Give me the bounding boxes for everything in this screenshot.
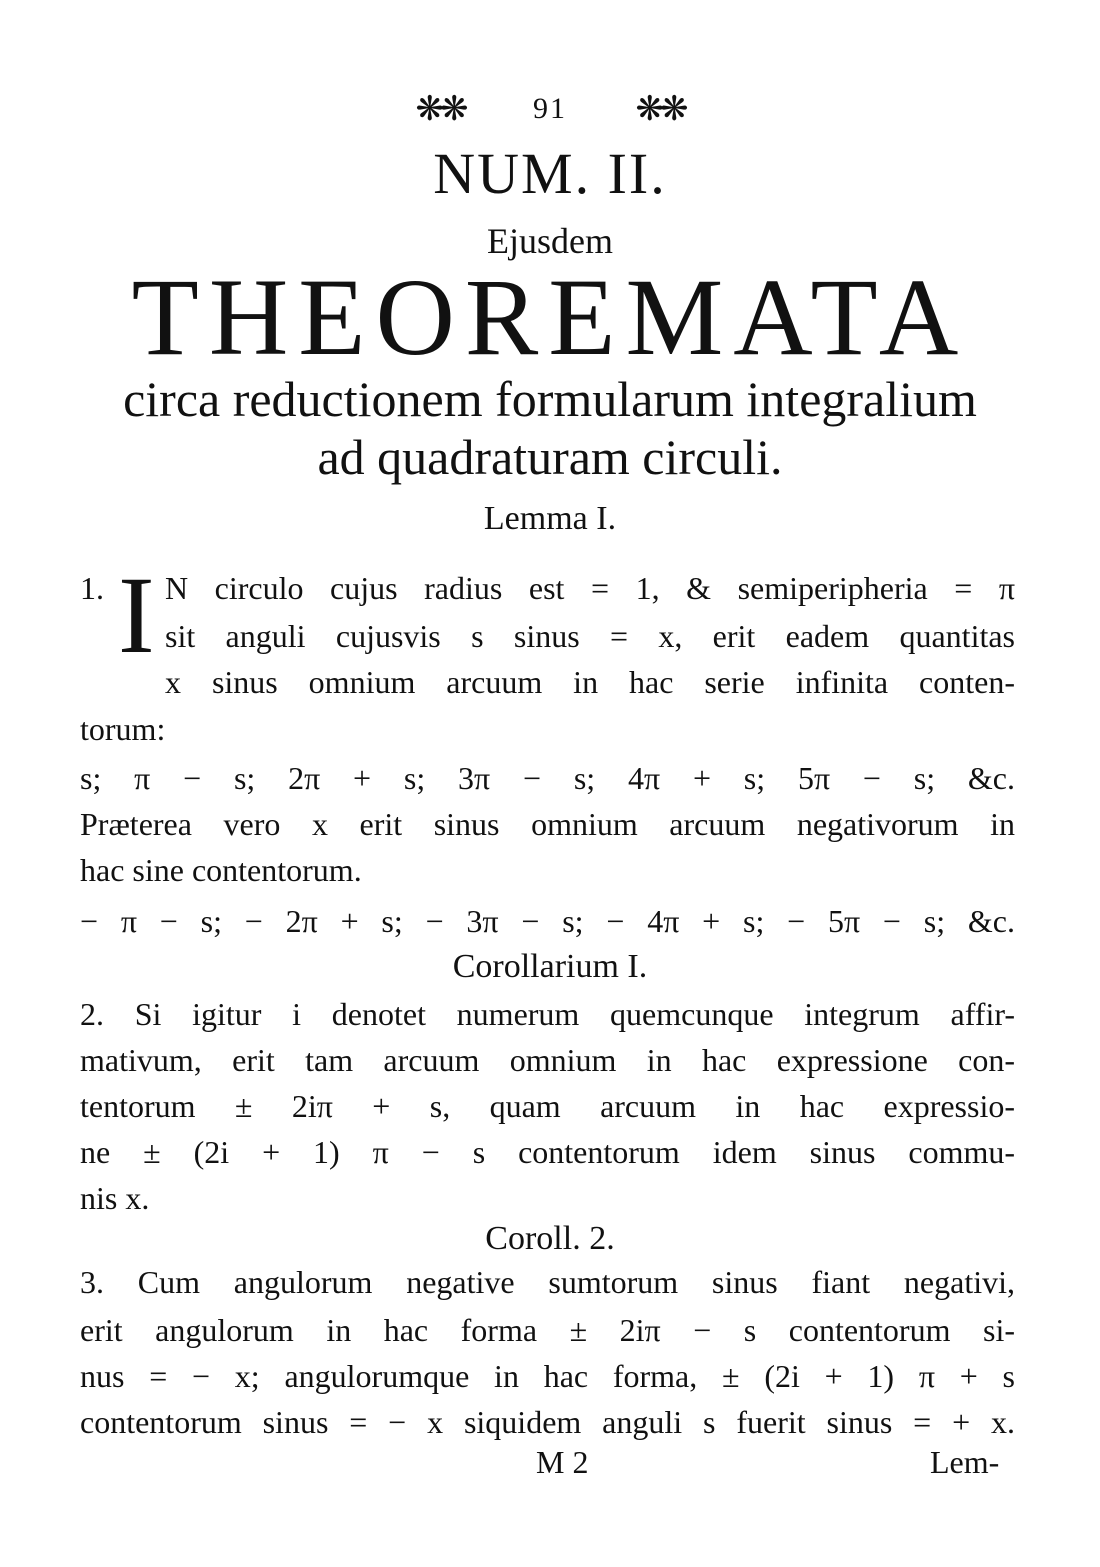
description-line: ad quadraturam circuli. xyxy=(317,429,783,485)
number-title: NUM. II. xyxy=(433,141,667,206)
description xyxy=(0,370,1100,486)
dropcap: I xyxy=(118,554,155,676)
subtitle: Ejusdem xyxy=(487,221,613,261)
corollarium-1-line: ne ± (2i + 1) π − s contentorum idem sinus commu- xyxy=(80,1134,1015,1170)
main-title: THEOREMATA xyxy=(131,256,969,378)
corollarium-1-line: nis x. xyxy=(80,1180,150,1216)
corollarium-2-heading: Coroll. 2. xyxy=(485,1220,615,1257)
corollarium-1-heading: Corollarium I. xyxy=(452,948,648,985)
page-number: 91 xyxy=(533,92,567,126)
corollarium-1-line: tentorum ± 2iπ + s, quam arcuum in hac expressio- xyxy=(80,1088,1015,1124)
lemma-formula: s; π − s; 2π + s; 3π − s; 4π + s; 5π − s; &c. xyxy=(80,760,1015,796)
lemma-line: Præterea vero x erit sinus omnium arcuum negativorum in xyxy=(80,806,1015,842)
lemma-formula: − π − s; − 2π + s; − 3π − s; − 4π + s; − 5π − s; &c. xyxy=(80,903,1015,939)
corollarium-2-line: contentorum sinus = − x siquidem anguli s fuerit sinus = + x. xyxy=(80,1404,1015,1440)
ornament-left-icon: ❋❋ xyxy=(415,91,465,129)
corollarium-2-line: erit angulorum in hac forma ± 2iπ − s contentorum si- xyxy=(80,1312,1015,1348)
lemma-heading: Lemma I. xyxy=(483,500,617,537)
lemma-line: torum: xyxy=(80,711,166,747)
lemma-line: hac sine contentorum. xyxy=(80,852,362,888)
lemma-line: sit anguli cujusvis s sinus = x, erit eadem quantitas xyxy=(165,618,1015,654)
ornament-right-icon: ❋❋ xyxy=(635,91,685,129)
paragraph-number: 1. xyxy=(80,570,104,606)
catchword: Lem- xyxy=(930,1444,1000,1480)
description-line: circa reductionem formularum integralium xyxy=(123,371,977,427)
corollarium-1-line: mativum, erit tam arcuum omnium in hac expressione con- xyxy=(80,1042,1015,1078)
lemma-line: N circulo cujus radius est = 1, & semiperipheria = π xyxy=(165,570,1015,606)
corollarium-2-line: nus = − x; angulorumque in hac forma, ± (2i + 1) π + s xyxy=(80,1358,1015,1394)
signature-mark: M 2 xyxy=(536,1444,589,1480)
page-header xyxy=(0,88,1100,129)
corollarium-1-line: 2. Si igitur i denotet numerum quemcunque integrum affir- xyxy=(80,996,1015,1032)
lemma-line: x sinus omnium arcuum in hac serie infinita conten- xyxy=(165,664,1015,700)
corollarium-2-line: 3. Cum angulorum negative sumtorum sinus fiant negativi, xyxy=(80,1264,1015,1300)
